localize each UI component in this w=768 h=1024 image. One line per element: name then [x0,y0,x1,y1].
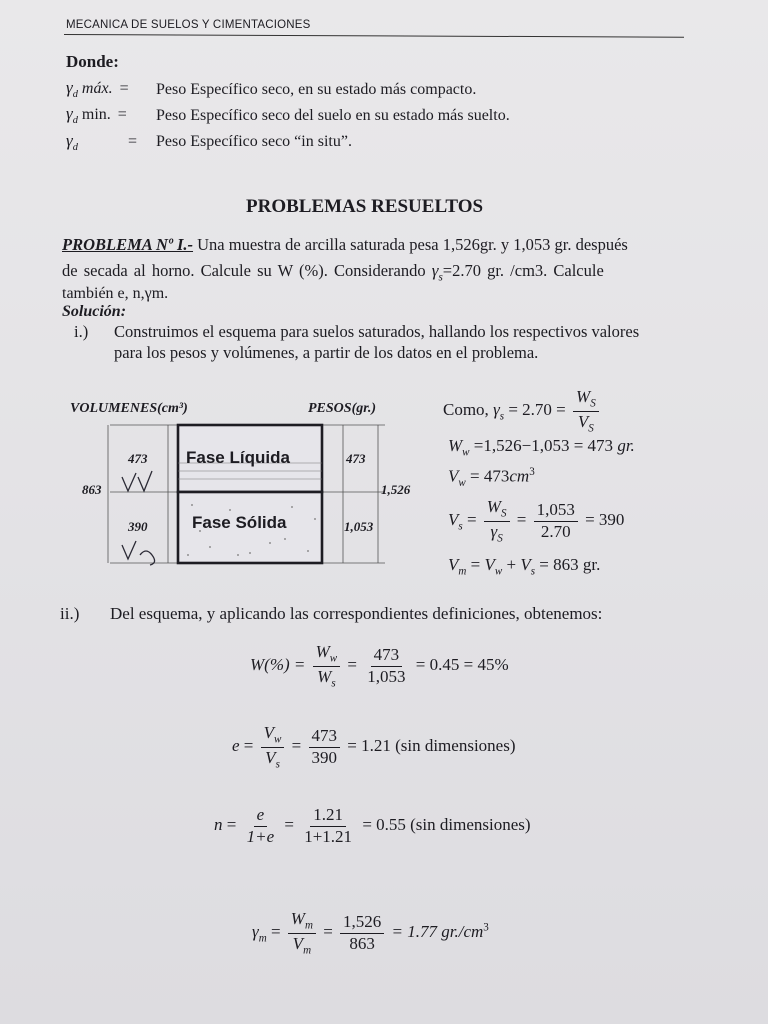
section-title: PROBLEMAS RESUELTOS [246,196,484,217]
definition-text: Peso Específico seco “in situ”. [156,133,352,150]
page-header: MECANICA DE SUELOS Y CIMENTACIONES [66,19,311,31]
equation-vw: $V_w = 473cm^3$ [448,466,535,490]
equation-ww: $W_w =1,526-1,053 = 473$ gr. [448,436,635,459]
problem-label: PROBLEMA Nº I.- [62,235,194,254]
weight-total-label: 1,526 [381,482,411,497]
equation-vm: $V_m = V_w + V_s = 863$ gr. [448,555,601,578]
formula-unit-weight: $\gamma_m$ = $\frac{W_m}{V_m}$ = $\frac{1,526}{863}$ = 1.77 $gr./cm^3$ [252,909,489,956]
definition-row: $\gamma_d$ máx. = [66,78,129,101]
step-2-number: ii.) [60,604,80,623]
solution-label: Solución: [62,303,127,320]
step-1-line-1: Construimos el esquema para suelos saturados, hallando los respectivos valores [114,322,640,341]
definitions-heading: Donde: [66,52,119,71]
volume-total-label: 863 [82,482,102,497]
formula-void-ratio: e = $\frac{V_w}{V_s}$ = $\frac{473}{390}$ = 1.21 (sin dimensiones) [232,723,516,770]
step-2-text: Del esquema, y aplicando las correspondientes definiciones, obtenemos: [110,604,603,623]
volumes-title: VOLUMENES(cm³) [70,401,188,416]
weight-solid-label: 1,053 [344,519,374,534]
phase-diagram [60,415,440,585]
formula-water-content: W(%) = $\frac{W_w}{W_s}$ = $\frac{473}{1,053}$ = 0.45 = 45% [250,642,509,689]
definition-text: Peso Específico seco, en su estado más compacto. [156,81,477,98]
weights-title: PESOS(gr.) [308,401,377,416]
solid-phase-label: Fase Sólida [192,513,287,532]
weight-water-label: 473 [346,451,366,466]
handwritten-mark [122,541,155,565]
definition-row: $\gamma_d$ [66,131,78,154]
volume-solid-label: 390 [128,519,148,534]
equation-vs: $V_s$ = $\frac{W_S}{\gamma_S}$ = $\frac{1,053}{2.70}$ = 390 [448,497,625,544]
problem-line-1: PROBLEMA Nº I.- Una muestra de arcilla saturada pesa 1,526gr. y 1,053 gr. después [62,235,628,254]
problem-line-3: también e, n,γm. [62,285,169,302]
header-rule [64,34,684,38]
volume-water-label: 473 [128,451,148,466]
problem-line-2: de secada al horno. Calcule su W (%). Considerando $\gamma_s=2.70$ gr. /cm3. Calcule [62,261,604,284]
equation-gamma-s: Como, $\gamma_s = 2.70$ = $\frac{W_S}{V_S}$ [443,388,602,434]
definition-row: $\gamma_d$ min. = [66,104,127,127]
definition-eq: = [128,133,138,150]
handwritten-mark [122,471,152,491]
definition-text: Peso Específico seco del suelo en su estado más suelto. [156,107,510,124]
liquid-phase-label: Fase Líquida [186,448,290,467]
step-1-line-2: para los pesos y volúmenes, a partir de los datos en el problema. [114,343,539,362]
formula-porosity: n = $\frac{e}{1+e}$ = $\frac{1.21}{1+1.21}$ = 0.55 (sin dimensiones) [214,805,531,846]
step-1-number: i.) [74,322,89,341]
